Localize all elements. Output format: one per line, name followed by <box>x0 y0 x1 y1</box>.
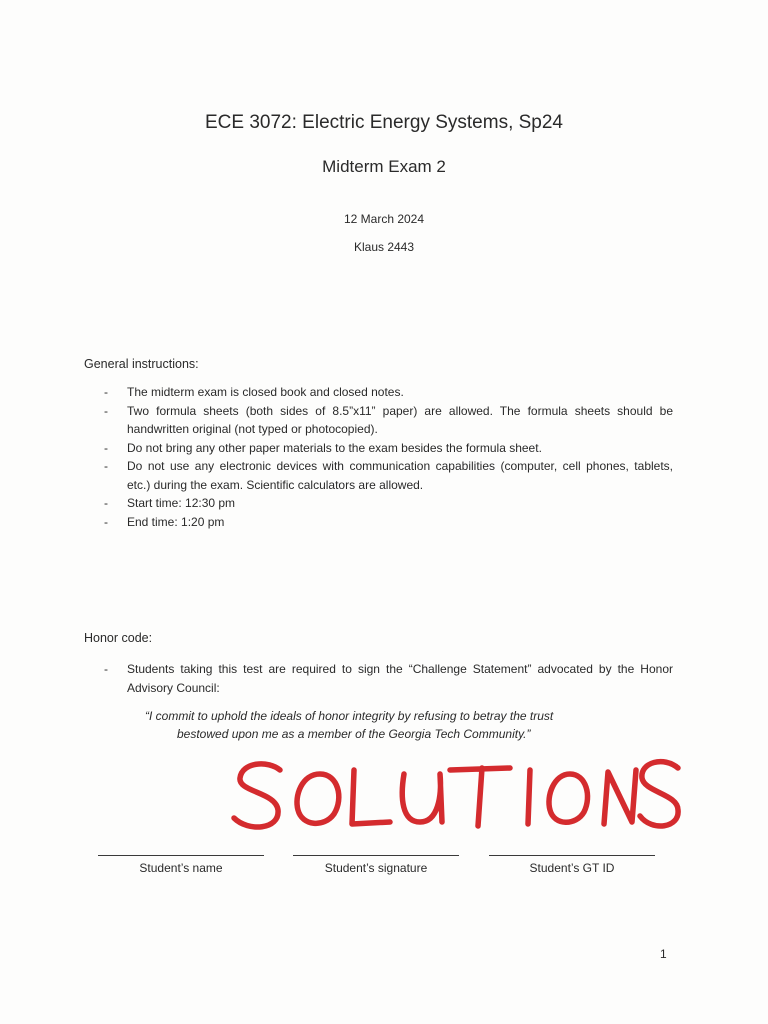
stamp-letter-u <box>402 774 442 822</box>
bullet-dash: - <box>104 440 108 455</box>
instruction-item: - The midterm exam is closed book and closed notes. <box>88 383 673 402</box>
course-title: ECE 3072: Electric Energy Systems, Sp24 <box>205 112 563 133</box>
exam-room: Klaus 2443 <box>353 240 415 254</box>
student-signature-line <box>293 855 459 856</box>
exam-date: 12 March 2024 <box>343 212 425 226</box>
honor-code-item: - Students taking this test are required to sign the “Challenge Statement” advocated by the Honor Advisory Council: <box>104 662 673 695</box>
bullet-dash: - <box>104 459 108 473</box>
challenge-statement-line-1: “I commit to uphold the ideals of honor integrity by refusing to betray the trust <box>145 709 554 723</box>
general-instructions-heading: General instructions: <box>84 357 199 371</box>
student-name-label: Student’s name <box>139 861 223 875</box>
student-gtid-label: Student’s GT ID <box>529 861 615 875</box>
stamp-letter-i <box>528 770 530 824</box>
bullet-dash: - <box>104 662 108 676</box>
student-signature-label: Student’s signature <box>324 861 428 875</box>
bullet-dash: - <box>104 385 108 399</box>
honor-code-list <box>88 660 673 697</box>
bullet-dash: - <box>104 403 108 418</box>
instructions-list <box>88 383 673 531</box>
student-gtid-line <box>489 855 655 856</box>
instruction-item: - Two formula sheets (both sides of 8.5”x11” paper) are allowed. The formula sheets should be handwritten original (not typed or photocopied). <box>104 403 673 436</box>
challenge-statement-line-2: bestowed upon me as a member of the Georgia Tech Community.” <box>177 727 531 741</box>
stamp-letter-o2 <box>549 774 588 822</box>
page-number: 1 <box>660 947 667 961</box>
honor-code-heading: Honor code: <box>84 631 153 645</box>
student-name-line <box>98 855 264 856</box>
stamp-letter-o <box>297 774 339 823</box>
bullet-dash: - <box>104 514 108 529</box>
solutions-handwritten-stamp <box>228 752 698 842</box>
instruction-item: - Do not bring any other paper materials to the exam besides the formula sheet. <box>88 439 673 458</box>
stamp-letter-n <box>604 770 636 824</box>
stamp-letter-t1 <box>450 768 510 826</box>
instruction-item: - End time: 1:20 pm <box>88 513 673 532</box>
exam-title: Midterm Exam 2 <box>322 157 446 176</box>
instruction-item: - Start time: 12:30 pm <box>88 494 673 513</box>
bullet-dash: - <box>104 496 108 510</box>
instruction-item: - Do not use any electronic devices with communication capabilities (computer, cell phones, tablets, etc.) during the exam. Scientific calculators are allowed. <box>104 459 673 492</box>
stamp-letter-s <box>234 764 280 827</box>
stamp-letter-l <box>352 770 390 824</box>
stamp-letter-s2 <box>640 762 678 826</box>
